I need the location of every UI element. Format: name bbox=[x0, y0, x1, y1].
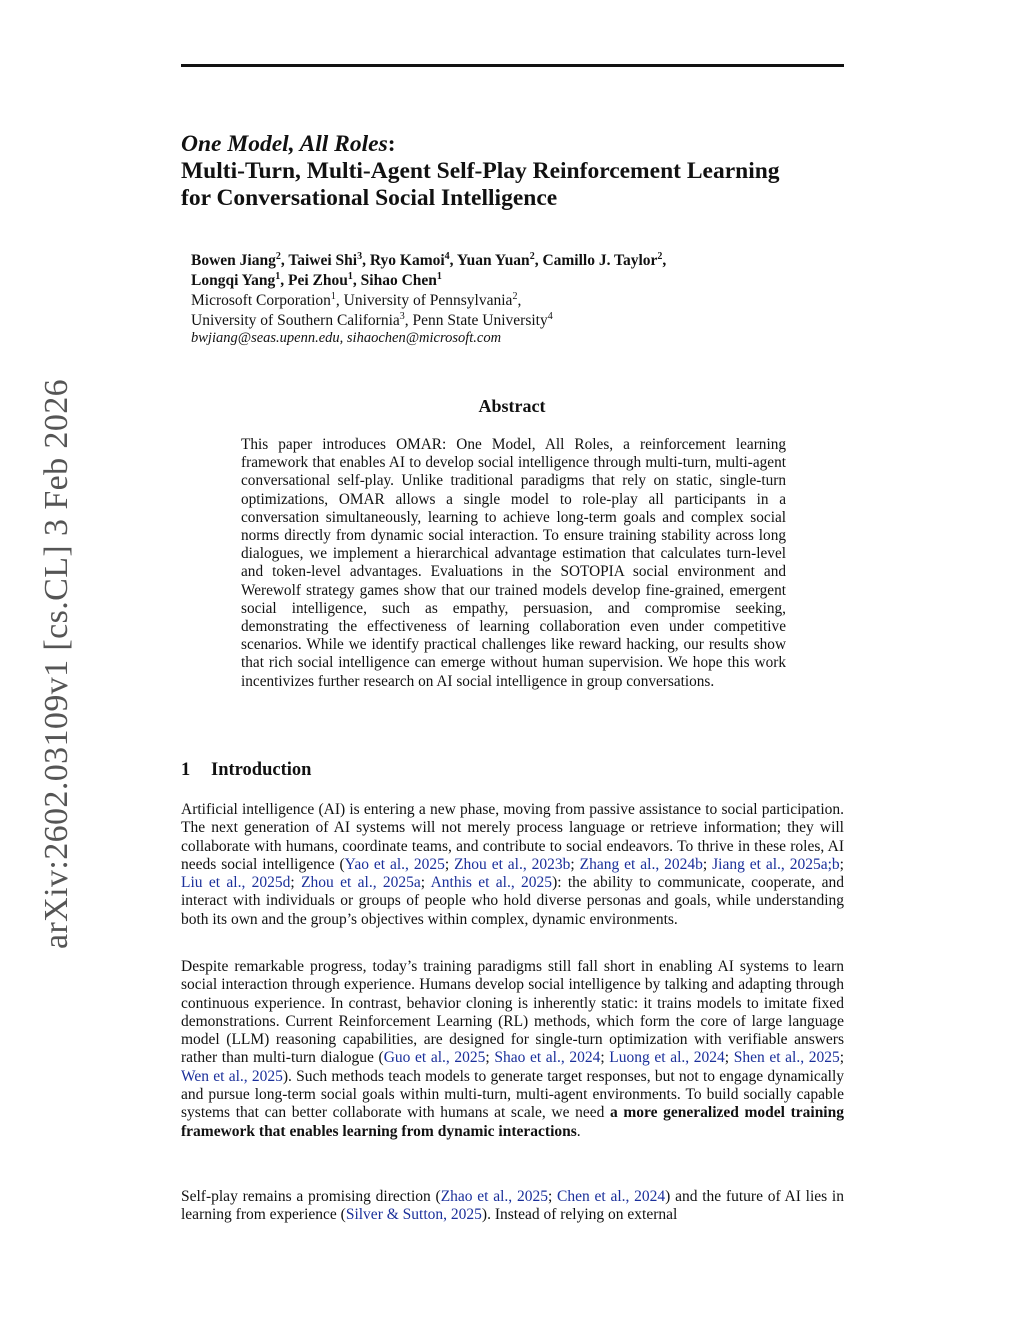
abstract-heading: Abstract bbox=[478, 396, 546, 416]
author-list bbox=[191, 251, 831, 291]
section-heading bbox=[181, 760, 311, 781]
paragraph-text: ; bbox=[290, 874, 302, 892]
title-line-1-suffix: : bbox=[387, 131, 396, 157]
paragraph-text: ; bbox=[420, 874, 431, 892]
affiliations bbox=[191, 291, 831, 331]
citation-link[interactable]: Zhou et al., 2023b bbox=[454, 855, 571, 873]
paragraph bbox=[181, 1188, 844, 1225]
paragraph-text: ; bbox=[724, 1049, 734, 1067]
author: Sihao Chen$^1$ bbox=[360, 271, 442, 289]
citation-link[interactable]: Anthis et al., 2025 bbox=[430, 874, 553, 892]
paragraph-text: Self-play remains a promising direction ( bbox=[181, 1188, 441, 1205]
author: Yuan Yuan$^2$, bbox=[456, 251, 543, 269]
author: Ryo Kamoi$^4$, bbox=[369, 251, 457, 269]
citation-link[interactable]: Zhang et al., 2024b bbox=[579, 855, 703, 873]
paragraph-text: ; bbox=[702, 855, 713, 873]
paragraph-text: ; bbox=[839, 855, 844, 873]
title-line-1: One Model, All Roles bbox=[181, 131, 388, 157]
author: Pei Zhou$^1$, bbox=[288, 271, 361, 289]
citation-link[interactable]: Silver & Sutton, 2025 bbox=[345, 1206, 482, 1224]
paragraph-text: ; bbox=[485, 1049, 495, 1067]
citation-link[interactable]: Shao et al., 2024 bbox=[494, 1049, 601, 1067]
paragraph-text: ; bbox=[444, 855, 455, 873]
title-line-3: for Conversational Social Intelligence bbox=[181, 185, 558, 211]
paragraph bbox=[181, 801, 844, 929]
paragraph-text: ; bbox=[547, 1188, 558, 1205]
author: Bowen Jiang$^2$, bbox=[191, 251, 289, 269]
paragraph-text: Despite remarkable progress, today’s training paradigms still fall short in enabling AI systems to learn social interaction through experience. Humans develop social intelligence by talking and adapting through continuous experience. In contrast, behavior cloning is inherently static: it trains models to imitate fixed demonstrations. Current Reinforcement Learning (RL) methods, which form the core of large language model (LLM) reasoning capabilities, are designed for single-turn optimization with verifiable answers rather than multi-turn dialogue ( bbox=[181, 958, 844, 1067]
paragraph-text: ). Such methods teach models to generate target responses, but not to engage dynamically and pursue long-term social goals within multi-turn, multi-agent environments. To build socially capable systems that can better collaborate with humans at scale, we need bbox=[181, 1067, 844, 1122]
citation-link[interactable]: Yao et al., 2025 bbox=[344, 855, 445, 873]
paragraph-text: ): the ability to communicate, cooperate, and interact with individuals or groups of people who hold diverse personas and goals, while understanding both its own and the group’s objectives within complex, dynamic environments. bbox=[181, 874, 844, 928]
paragraph-text: ) and the future of AI lies in learning from experience ( bbox=[181, 1188, 844, 1224]
citation-link[interactable]: Luong et al., 2024 bbox=[609, 1049, 725, 1067]
paragraph bbox=[181, 958, 844, 1141]
paragraph-text: Artificial intelligence (AI) is entering a new phase, moving from passive assistance to social participation. The next generation of AI systems will not merely process language or retrieve information; they will collaborate with humans, coordinate teams, and contribute to social endeavors. To thrive in these roles, AI needs social intelligence ( bbox=[181, 801, 844, 873]
abstract-body: This paper introduces OMAR: One Model, All Roles, a reinforcement learning framework that enables AI to develop social intelligence through multi-turn, multi-agent conversational self-play. Unlike traditional paradigms that rely on static, single-turn optimizations, OMAR allows a single model to role-play all participants in a conversation simultaneously, learning to achieve long-term goals and complex social norms directly from dynamic social interaction. To ensure training stability across long dialogues, we implement a hierarchical advantage estimation that calculates turn-level and token-level advantages. Evaluations in the SOTOPIA social environment and Werewolf strategy games show that our trained models develop fine-grained, emergent social intelligence, such as empathy, persuasion, and compromise seeking, demonstrating the effectiveness of learning collaboration even under competitive scenarios. While we identify practical challenges like reward hacking, our results show that rich social intelligence can emerge without human supervision. We hope this work incentivizes further research on AI social intelligence in group conversations. bbox=[241, 436, 786, 690]
paragraph-text: ; bbox=[570, 855, 580, 873]
citation-link[interactable]: Shen et al., 2025 bbox=[733, 1049, 840, 1067]
citation-link[interactable]: Liu et al., 2025d bbox=[181, 874, 291, 892]
author: Longqi Yang$^1$, bbox=[191, 271, 289, 289]
paper-title bbox=[181, 131, 861, 212]
citation-link[interactable]: Wen et al., 2025 bbox=[181, 1067, 283, 1085]
citation-link[interactable]: Zhao et al., 2025 bbox=[440, 1188, 548, 1205]
affiliation-line-2: University of Southern California$^3$, Penn State University$^4$ bbox=[191, 311, 553, 329]
author: Camillo J. Taylor$^2$, bbox=[542, 251, 667, 269]
top-rule bbox=[181, 64, 844, 67]
affiliation-line-1: Microsoft Corporation$^1$, University of Pennsylvania$^2$, bbox=[191, 291, 522, 309]
arxiv-stamp: arXiv:2602.03109v1 [cs.CL] 3 Feb 2026 bbox=[38, 378, 75, 950]
section-title: Introduction bbox=[211, 760, 312, 780]
section-number: 1 bbox=[181, 760, 191, 780]
author: Taiwei Shi$^3$, bbox=[288, 251, 370, 269]
paragraph-text: ). Instead of relying on external bbox=[481, 1206, 678, 1224]
paragraph-text: ; bbox=[600, 1049, 610, 1067]
citation-link[interactable]: Guo et al., 2025 bbox=[383, 1049, 486, 1067]
emphasis-text: a more generalized model training framework that enables learning from dynamic interactions bbox=[181, 1104, 844, 1140]
citation-link[interactable]: Jiang et al., 2025a;b bbox=[712, 855, 840, 873]
paragraph-text: . bbox=[576, 1122, 581, 1140]
author-emails: bwjiang@seas.upenn.edu, sihaochen@microsoft.com bbox=[191, 330, 502, 346]
paragraph-text: ; bbox=[839, 1049, 845, 1067]
title-line-2: Multi-Turn, Multi-Agent Self-Play Reinforcement Learning bbox=[181, 158, 780, 184]
citation-link[interactable]: Chen et al., 2024 bbox=[557, 1188, 666, 1205]
citation-link[interactable]: Zhou et al., 2025a bbox=[301, 874, 421, 892]
